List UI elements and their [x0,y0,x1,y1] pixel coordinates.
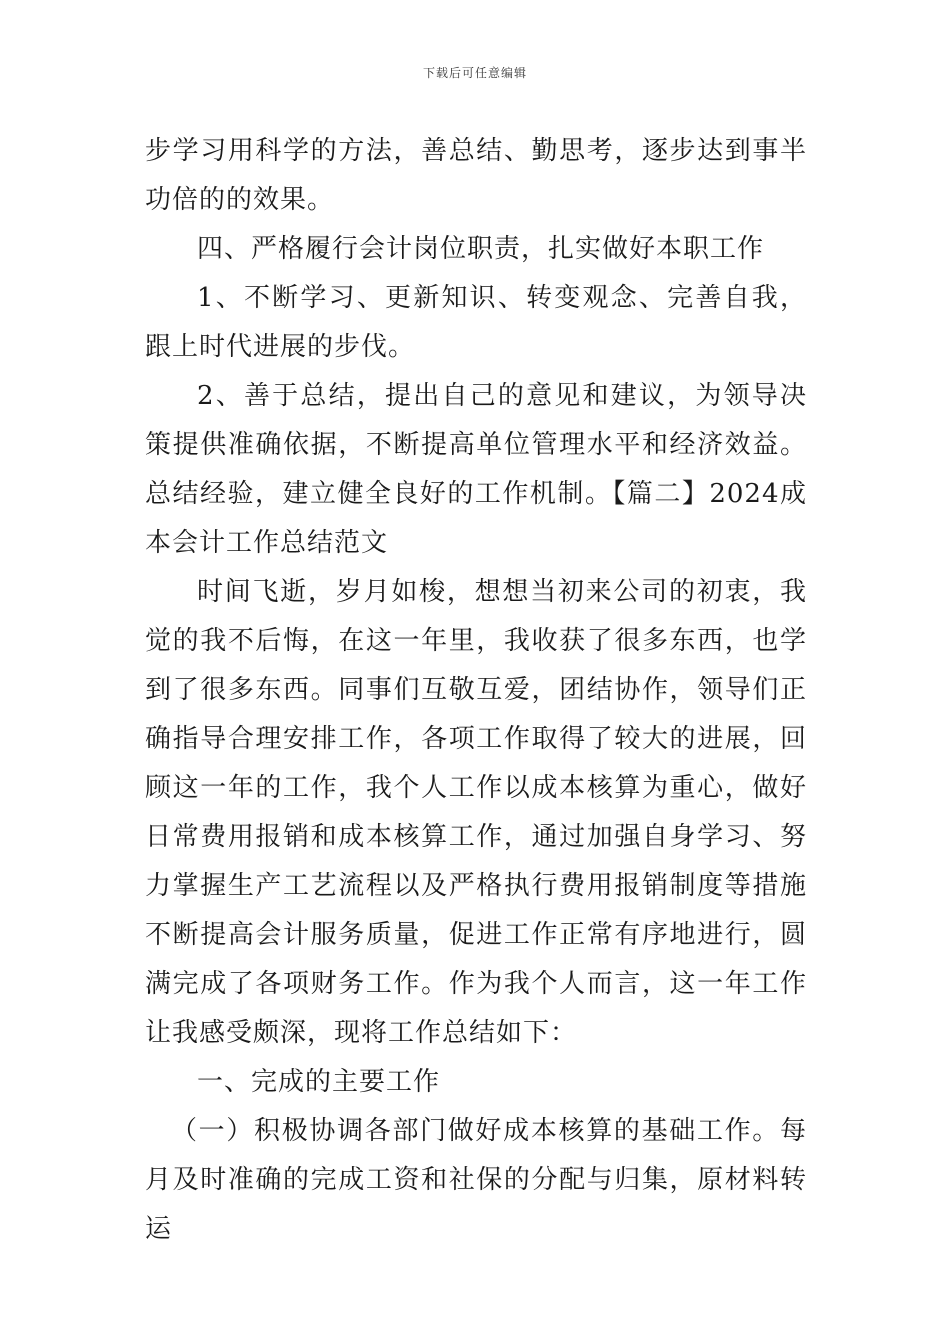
list-item-two: 2、善于总结，提出自己的意见和建议，为领导决策提供准确依据，不断提高单位管理水平和经济效益。总结经验，建立健全良好的工作机制。【篇二】2024成本会计工作总结范文 [145,381,807,558]
intro-paragraph: 时间飞逝，岁月如梭，想想当初来公司的初衷，我觉的我不后悔，在这一年里，我收获了很多东西，也学到了很多东西。同事们互敬互爱，团结协作，领导们正确指导合理安排工作，各项工作取得了较大的进展，回顾这一年的工作，我个人工作以成本核算为重心，做好日常费用报销和成本核算工作，通过加强自身学习、努力掌握生产工艺流程以及严格执行费用报销制度等措施不断提高会计服务质量，促进工作正常有序地进行，圆满完成了各项财务工作。作为我个人而言，这一年工作让我感受颇深，现将工作总结如下： [145,577,807,1048]
page-header: 下载后可任意编辑 [422,66,527,80]
subsection-paragraph-one: （一）积极协调各部门做好成本核算的基础工作。每月及时准确的完成工资和社保的分配与归集，原材料转运 [145,1116,807,1244]
list-item-one: 1、不断学习、更新知识、转变观念、完善自我，跟上时代进展的步伐。 [145,283,807,362]
paragraph-continuation: 步学习用科学的方法，善总结、勤思考，逐步达到事半功倍的的效果。 [145,136,807,215]
document-body [145,127,807,1254]
section-heading-four: 四、严格履行会计岗位职责，扎实做好本职工作 [197,234,765,264]
section-heading-one: 一、完成的主要工作 [197,1067,441,1097]
